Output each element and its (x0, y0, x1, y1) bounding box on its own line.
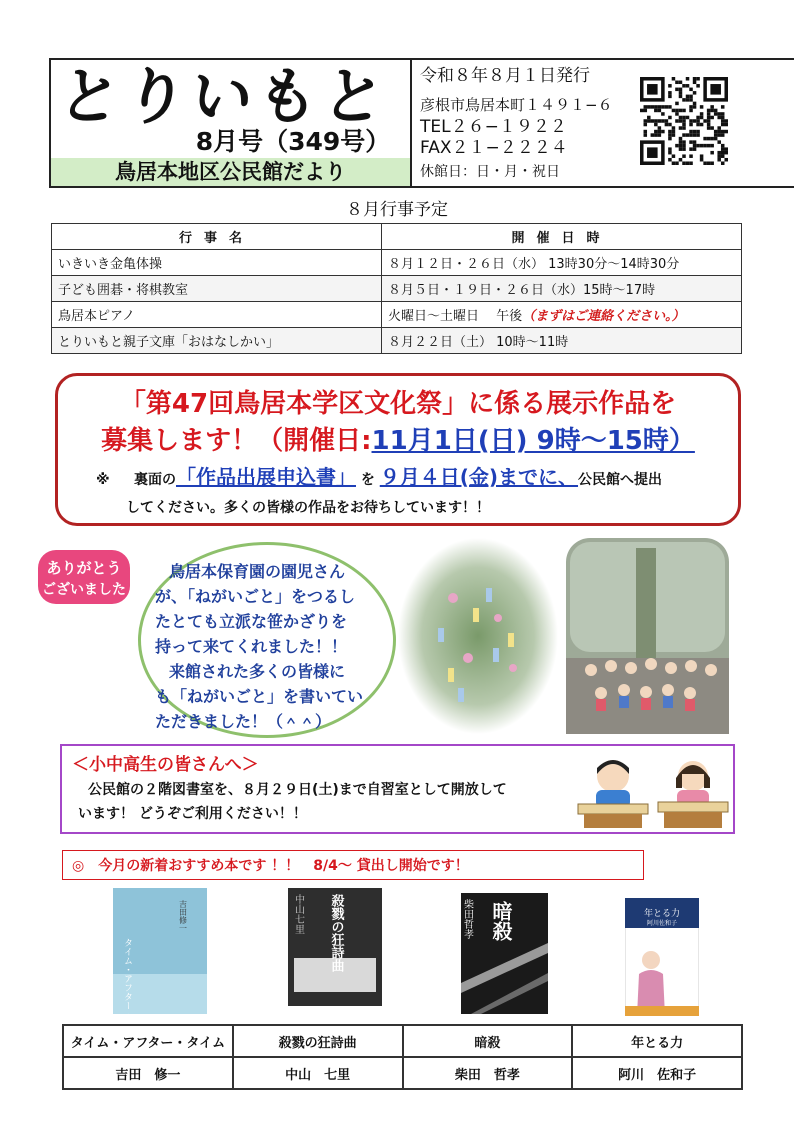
table-row (63, 1057, 742, 1089)
new-books-header: ◎ 今月の新着おすすめ本です ！！ 8/4〜 貸出し開始です！ (72, 858, 469, 874)
table-row (52, 276, 742, 302)
table-row (52, 328, 742, 354)
fax: FAX２１−２２２４ (420, 138, 568, 158)
publish-date: 令和８年８月１日発行 (420, 66, 590, 86)
festival-headline-1 (55, 383, 741, 420)
bubble-line: 来館された多くの皆様に (169, 662, 346, 681)
address: 彦根市鳥居本町１４９１−６ (420, 96, 613, 114)
book-author: 吉田 修一 (63, 1057, 233, 1089)
book-author: 柴田 哲孝 (403, 1057, 573, 1089)
table-row (52, 250, 742, 276)
bubble-line: 持って来てくれました！！ (155, 637, 348, 656)
newsletter-logo (58, 60, 408, 128)
students-line-2: います！ どうぞご利用ください！！ (78, 806, 307, 822)
header-datetime: 開催日時 (382, 224, 742, 250)
book-cover-rhapsody[interactable] (288, 888, 382, 1006)
table-row (52, 302, 742, 328)
bubble-line: 鳥居本保育園の園児さん (169, 562, 346, 581)
deadline-date: ９月４日(金)までに、 (379, 465, 579, 489)
bubble-line: ただきました！（＾＾） (155, 712, 332, 731)
event-datetime: ８月１２日・２６日（水） 13時30分〜14時30分 (382, 250, 742, 276)
studying-boy-illustration (570, 752, 656, 830)
festival-headline-2 (55, 420, 741, 457)
cover-author: 柴田哲孝 (461, 899, 473, 939)
application-form-link[interactable]: 「作品出展申込書」 (176, 465, 356, 489)
book-cover-toshitoru[interactable] (625, 898, 699, 1016)
book-author: 阿川 佐和子 (572, 1057, 742, 1089)
thanks-line-2: ございました (42, 582, 126, 598)
note-text-a: 裏面の (134, 472, 176, 488)
event-name: 鳥居本ピアノ (52, 302, 382, 328)
book-author: 中山 七里 (233, 1057, 403, 1089)
festival-name: 「第47回鳥居本学区文化祭」 (119, 389, 469, 419)
newsletter-subtitle: 鳥居本地区公民館だより (51, 158, 410, 186)
studying-girl-illustration (652, 752, 734, 830)
bamboo-decoration-photo (398, 538, 558, 734)
bubble-line: も「ねがいごと」を書いてい (155, 687, 364, 706)
thanks-line-1: ありがとう (46, 559, 122, 577)
students-text (78, 778, 568, 826)
book-title: 年とる力 (572, 1025, 742, 1057)
note-text-b: を (360, 472, 375, 488)
event-name: 子ども囲碁・将棋教室 (52, 276, 382, 302)
students-line-1: 公民館の２階図書室を、８月２９日(土)まで自習室として開放して (88, 782, 507, 798)
schedule-table (51, 223, 742, 354)
cover-title: タイム・アフター・タイム (122, 938, 132, 1014)
book-title: タイム・アフター・タイム (63, 1025, 233, 1057)
event-name: いきいき金亀体操 (52, 250, 382, 276)
note-text-c: 公民館へ提出 (578, 472, 663, 488)
header-event: 行事名 (52, 224, 382, 250)
book-cover-time-after-time[interactable] (113, 888, 207, 1014)
festival-recruit: 募集します！（開催日: (101, 426, 372, 456)
schedule-title: ８月行事予定 (346, 200, 448, 220)
table-row (63, 1025, 742, 1057)
book-title: 暗殺 (403, 1025, 573, 1057)
cover-title: 暗殺 (489, 901, 513, 941)
issue-number: 8月号（349号） (195, 127, 391, 156)
book-title: 殺戮の狂詩曲 (233, 1025, 403, 1057)
logo-text: とりいもと (58, 60, 394, 128)
bubble-line: たとても立派な笹かざりを (155, 612, 348, 631)
bubble-text (155, 559, 383, 734)
contact-note: （まずはご連絡ください。） (522, 309, 685, 324)
telephone: TEL２６−１９２２ (420, 117, 567, 137)
cover-title: 殺戮の狂詩曲 (328, 894, 344, 972)
books-table (62, 1024, 743, 1090)
closed-days: 休館日：日・月・祝日 (420, 164, 560, 180)
thanks-badge (36, 548, 132, 606)
event-datetime: ８月５日・１９日・２６日（水）15時〜17時 (382, 276, 742, 302)
event-datetime (382, 302, 742, 328)
cover-title: 年とる力 (643, 909, 681, 919)
event-datetime-text: 火曜日〜土曜日 午後 (388, 309, 523, 324)
book-cover-ansatsu[interactable] (461, 893, 548, 1014)
cover-author: 吉田修一 (178, 900, 188, 932)
cover-author: 阿川佐和子 (646, 920, 678, 927)
note-line-2: してください。多くの皆様の作品をお待ちしています！！ (126, 500, 490, 516)
event-datetime: ８月２２日（土） 10時〜11時 (382, 328, 742, 354)
festival-date: 11月1日(日) 9時〜15時） (371, 426, 695, 456)
schedule-header-row (52, 224, 742, 250)
festival-headline-1-rest: に係る展示作品を (468, 389, 677, 419)
festival-note (96, 463, 726, 522)
event-name: とりいもと親子文庫「おはなしかい」 (52, 328, 382, 354)
qr-code[interactable] (640, 77, 728, 165)
bubble-line: が、「ねがいごと」をつるし (155, 587, 356, 606)
students-title: ＜小中高生の皆さんへ＞ (72, 755, 259, 775)
cover-author: 中山七里 (292, 894, 304, 934)
note-mark: ※ (96, 472, 110, 488)
children-group-photo (566, 538, 729, 734)
